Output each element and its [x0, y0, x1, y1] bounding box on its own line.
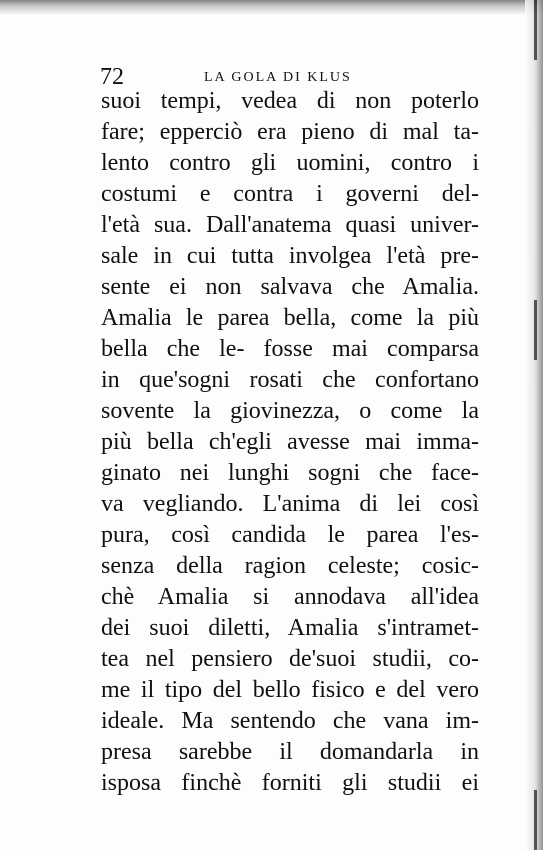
binding-crease-mark	[534, 0, 537, 60]
text-line: suoi tempi, vedea di non poterlo	[101, 88, 479, 114]
text-line: lento contro gli uomini, contro i	[101, 150, 479, 176]
text-line: va vegliando. L'anima di lei così	[101, 491, 479, 517]
binding-crease-mark	[534, 300, 537, 360]
text-line: isposa finchè forniti gli studii ei	[101, 770, 479, 796]
text-line: me il tipo del bello fisico e del vero	[101, 677, 479, 703]
text-line: senza della ragion celeste; cosic-	[101, 553, 479, 579]
page-top-edge-shadow	[0, 0, 543, 14]
body-text	[101, 86, 479, 799]
text-line: bella che le- fosse mai comparsa	[101, 336, 479, 362]
page-number: 72	[100, 64, 124, 90]
text-line: sente ei non salvava che Amalia.	[101, 274, 479, 300]
page-right-edge-shadow	[525, 0, 543, 850]
text-line: in que'sogni rosati che confortano	[101, 367, 479, 393]
text-line: ginato nei lunghi sogni che face-	[101, 460, 479, 486]
text-line: costumi e contra i governi del-	[101, 181, 479, 207]
text-line: Amalia le parea bella, come la più	[101, 305, 479, 331]
text-line: fare; epperciò era pieno di mal ta-	[101, 119, 479, 145]
text-line: chè Amalia si annodava all'idea	[101, 584, 479, 610]
binding-crease-mark	[534, 790, 537, 850]
text-line: dei suoi diletti, Amalia s'intramet-	[101, 615, 479, 641]
text-line: pura, così candida le parea l'es-	[101, 522, 479, 548]
text-line: più bella ch'egli avesse mai imma-	[101, 429, 479, 455]
text-line: presa sarebbe il domandarla in	[101, 739, 479, 765]
text-line: sovente la giovinezza, o come la	[101, 398, 479, 424]
text-line: ideale. Ma sentendo che vana im-	[101, 708, 479, 734]
text-line: l'età sua. Dall'anatema quasi univer-	[101, 212, 479, 238]
text-line: tea nel pensiero de'suoi studii, co-	[101, 646, 479, 672]
running-head: LA GOLA DI KLUS	[204, 70, 352, 85]
text-line: sale in cui tutta involgea l'età pre-	[101, 243, 479, 269]
